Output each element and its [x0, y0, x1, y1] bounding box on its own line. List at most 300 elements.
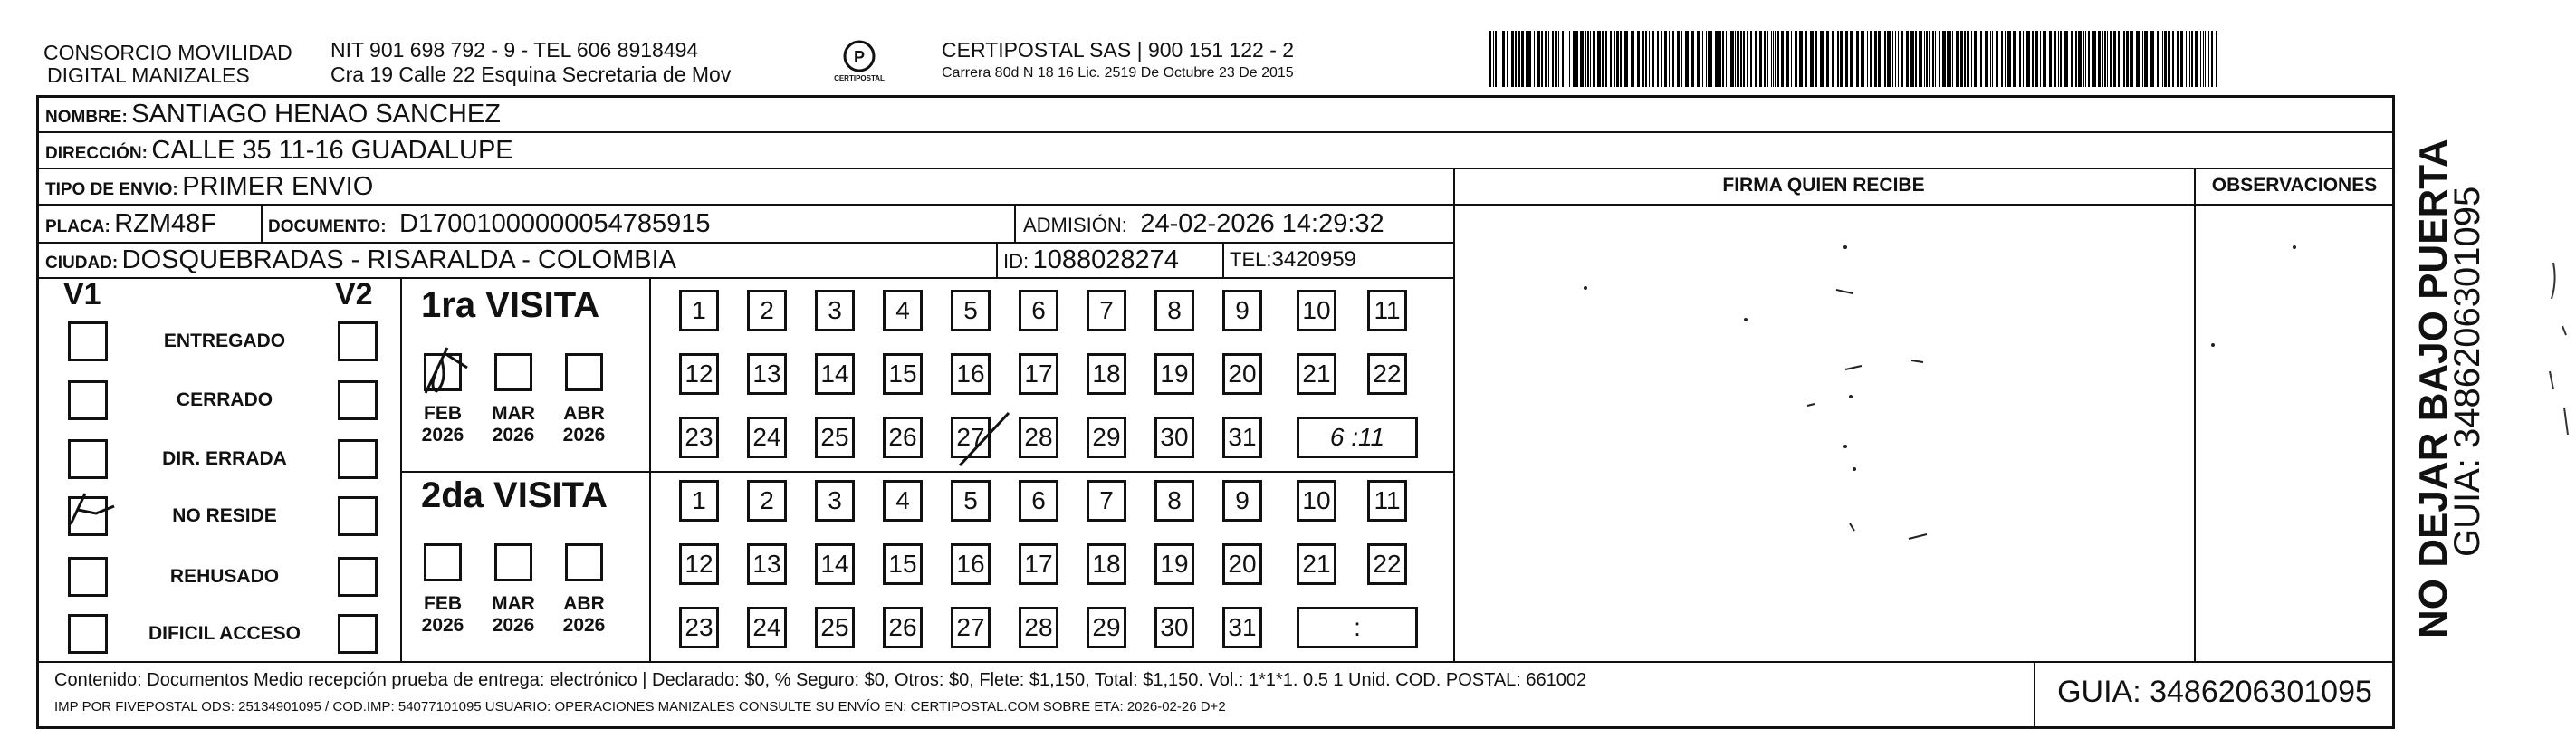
month-year: 2026 — [421, 425, 464, 446]
barcode-bar — [2107, 31, 2108, 87]
barcode-bar — [2049, 31, 2052, 87]
visit-2-day-15[interactable]: 15 — [883, 543, 923, 585]
id-field — [1003, 244, 1179, 281]
barcode-bar — [1810, 31, 1814, 87]
visit-1-day-25[interactable]: 25 — [815, 417, 855, 458]
documento-value: D17001000000054785915 — [399, 209, 711, 238]
tipo-envio-label: TIPO DE ENVIO: — [45, 180, 178, 199]
status-label-dir-errada: DIR. ERRADA — [162, 448, 287, 469]
barcode-bar — [2180, 31, 2183, 87]
visit-1-day-31[interactable]: 31 — [1222, 417, 1262, 458]
admision-label: ADMISIÓN: — [1023, 214, 1127, 236]
visit-1-month-checkbox-mar[interactable] — [494, 353, 532, 391]
barcode-bar — [2162, 31, 2163, 87]
barcode-bar — [2035, 31, 2038, 87]
barcode-bar — [1910, 31, 1914, 87]
visit-2-month-checkbox-mar[interactable] — [494, 543, 532, 581]
month-year: 2026 — [562, 615, 606, 636]
barcode-bar — [1735, 31, 1736, 87]
barcode-bar — [1759, 31, 1762, 87]
visit-2-day-20[interactable]: 20 — [1222, 543, 1262, 585]
barcode-bar — [2172, 31, 2174, 87]
barcode-bar — [2088, 31, 2090, 87]
barcode-bar — [1870, 31, 1872, 87]
barcode-bar — [1840, 31, 1843, 87]
barcode-bar — [1661, 31, 1662, 87]
visit-2-day-18[interactable]: 18 — [1087, 543, 1126, 585]
v1-header: V1 — [63, 277, 101, 312]
barcode-bar — [1832, 31, 1834, 87]
barcode-bar — [2040, 31, 2041, 87]
barcode-bar — [1992, 31, 1993, 87]
barcode-bar — [1791, 31, 1792, 87]
barcode-bar — [1555, 31, 1557, 87]
direccion-label: DIRECCIÓN: — [45, 144, 148, 163]
visit-2-day-8[interactable]: 8 — [1154, 480, 1194, 522]
visit-2-day-1[interactable]: 1 — [679, 480, 719, 522]
visit-1-day-2[interactable]: 2 — [747, 290, 787, 331]
barcode-bar — [2191, 31, 2193, 87]
visit-2-day-30[interactable]: 30 — [1154, 607, 1194, 648]
barcode-bar — [2216, 31, 2217, 87]
visit-1-day-5[interactable]: 5 — [951, 290, 991, 331]
barcode-bar — [1740, 31, 1742, 87]
barcode-bar — [1507, 31, 1508, 87]
company-name-line2: DIGITAL MANIZALES — [47, 63, 250, 87]
visit-1-day-4[interactable]: 4 — [883, 290, 923, 331]
visit-1-day-14[interactable]: 14 — [815, 353, 855, 395]
barcode-bar — [2078, 31, 2082, 87]
status-label-rehusado: REHUSADO — [169, 566, 280, 587]
footer-guia-number: GUIA: 3486206301095 — [2057, 675, 2372, 709]
barcode-bar — [2085, 31, 2086, 87]
barcode-bar — [1672, 31, 1674, 87]
barcode-bar — [2203, 31, 2204, 87]
barcode-bar — [1664, 31, 1667, 87]
barcode-bar — [2104, 31, 2106, 87]
barcode-bar — [1597, 31, 1601, 87]
barcode-bar — [2071, 31, 2073, 87]
ciudad-label: CIUDAD: — [45, 254, 119, 273]
nit-line: NIT 901 698 792 - 9 - TEL 606 8918494 — [330, 38, 699, 62]
barcode-bar — [1590, 31, 1591, 87]
direccion-row — [45, 134, 513, 171]
visit-1-day-21[interactable]: 21 — [1297, 353, 1336, 395]
barcode-bar — [1631, 31, 1634, 87]
visit-1-day-13[interactable]: 13 — [747, 353, 787, 395]
visit-2-day-28[interactable]: 28 — [1019, 607, 1058, 648]
barcode-bar — [1901, 31, 1903, 87]
visit-2-day-9[interactable]: 9 — [1222, 480, 1262, 522]
barcode-bar — [1805, 31, 1807, 87]
status-label-no-reside: NO RESIDE — [172, 505, 277, 526]
barcode-bar — [1614, 31, 1615, 87]
barcode-bar — [1773, 31, 1774, 87]
barcode-bar — [1715, 31, 1719, 87]
scan-edge-marks — [2544, 263, 2571, 462]
barcode-bar — [2060, 31, 2062, 87]
barcode-bar — [1521, 31, 1524, 87]
barcode-bar — [1548, 31, 1549, 87]
barcode-bar — [1850, 31, 1853, 87]
nombre-row — [45, 98, 501, 135]
barcode-bar — [1541, 31, 1543, 87]
tel-label: TEL: — [1230, 248, 1272, 271]
nombre-value: SANTIAGO HENAO SANCHEZ — [131, 100, 501, 129]
barcode-bar — [1518, 31, 1520, 87]
second-visit-title: 2da VISITA — [421, 475, 608, 515]
visit-2-month-label-abr — [552, 593, 616, 637]
barcode-bar — [1878, 31, 1881, 87]
company-name-line1: CONSORCIO MOVILIDAD — [43, 41, 292, 64]
barcode-bar — [1569, 31, 1570, 87]
visit-2-day-6[interactable]: 6 — [1019, 480, 1058, 522]
barcode-bar — [1642, 31, 1644, 87]
visit-1-day-6[interactable]: 6 — [1019, 290, 1058, 331]
barcode-bar — [2189, 31, 2190, 87]
v2-checkbox-no-reside[interactable] — [338, 496, 378, 536]
visit-2-day-29[interactable]: 29 — [1087, 607, 1126, 648]
visit-1-day-12[interactable]: 12 — [679, 353, 719, 395]
signature-area[interactable] — [1456, 206, 2192, 659]
first-visit-time-value: 6 :11 — [1329, 423, 1385, 451]
first-visit-time-box[interactable] — [1297, 417, 1418, 458]
barcode-bar — [2118, 31, 2120, 87]
admision-value: 24-02-2026 14:29:32 — [1140, 209, 1384, 238]
barcode-bar — [1677, 31, 1680, 87]
barcode-bar — [1949, 31, 1951, 87]
visit-2-day-5[interactable]: 5 — [951, 480, 991, 522]
visit-2-day-21[interactable]: 21 — [1297, 543, 1336, 585]
barcode-bar — [1580, 31, 1584, 87]
certipostal-logo — [828, 36, 890, 91]
visit-1-month-label-abr — [552, 403, 616, 446]
v1-checkbox-entregado[interactable] — [68, 321, 108, 361]
barcode-bar — [2054, 31, 2056, 87]
barcode-bar — [1915, 31, 1917, 87]
barcode-bar — [1602, 31, 1604, 87]
day-27-first-visit-slash — [953, 408, 1016, 471]
barcode-bar — [2142, 31, 2143, 87]
barcode-bar — [1681, 31, 1682, 87]
barcode-bar — [1861, 31, 1864, 87]
visit-1-day-1[interactable]: 1 — [679, 290, 719, 331]
visit-2-day-14[interactable]: 14 — [815, 543, 855, 585]
visit-2-day-10[interactable]: 10 — [1297, 480, 1336, 522]
visit-2-day-25[interactable]: 25 — [815, 607, 855, 648]
visit-1-day-18[interactable]: 18 — [1087, 353, 1126, 395]
barcode-bar — [1511, 31, 1514, 87]
barcode-bar — [1990, 31, 1991, 87]
visit-1-day-3[interactable]: 3 — [815, 290, 855, 331]
barcode-bar — [1708, 31, 1709, 87]
barcode-bar — [1545, 31, 1547, 87]
visit-1-day-26[interactable]: 26 — [883, 417, 923, 458]
barcode-bar — [2131, 31, 2133, 87]
barcode-bar — [1964, 31, 1966, 87]
barcode-bar — [1939, 31, 1940, 87]
visit-2-day-19[interactable]: 19 — [1154, 543, 1194, 585]
placa-field — [45, 207, 216, 245]
barcode-bar — [1795, 31, 1797, 87]
visit-2-day-4[interactable]: 4 — [883, 480, 923, 522]
barcode-bar — [1709, 31, 1712, 87]
v2-checkbox-entregado[interactable] — [338, 321, 378, 361]
v2-checkbox-cerrado[interactable] — [338, 380, 378, 420]
barcode-bar — [2098, 31, 2101, 87]
visit-1-day-27[interactable]: 27 — [951, 417, 991, 458]
barcode-bar — [1781, 31, 1784, 87]
carrier-line1: CERTIPOSTAL SAS | 900 151 122 - 2 — [942, 38, 1295, 62]
barcode-bar — [1929, 31, 1930, 87]
barcode-bar — [1906, 31, 1909, 87]
visit-1-day-9[interactable]: 9 — [1222, 290, 1262, 331]
barcode-bar — [1764, 31, 1766, 87]
barcode-bar — [2144, 31, 2148, 87]
tel-field — [1230, 244, 1356, 279]
barcode-bar — [2186, 31, 2187, 87]
visit-1-day-28[interactable]: 28 — [1019, 417, 1058, 458]
barcode-bar — [1637, 31, 1640, 87]
barcode-bar — [1493, 31, 1494, 87]
visit-2-month-checkbox-feb[interactable] — [424, 543, 462, 581]
visit-1-day-17[interactable]: 17 — [1019, 353, 1058, 395]
barcode-bar — [1719, 31, 1721, 87]
barcode-bar — [1926, 31, 1928, 87]
visit-2-day-31[interactable]: 31 — [1222, 607, 1262, 648]
documento-label: DOCUMENTO: — [268, 217, 387, 236]
logo-text: CERTIPOSTAL — [834, 74, 885, 82]
visit-1-day-16[interactable]: 16 — [951, 353, 991, 395]
firma-column-header: FIRMA QUIEN RECIBE — [1722, 175, 1925, 196]
month-year: 2026 — [492, 615, 535, 636]
v2-header: V2 — [335, 277, 373, 312]
barcode-bar — [1743, 31, 1745, 87]
month-year: 2026 — [421, 615, 464, 636]
visit-1-day-24[interactable]: 24 — [747, 417, 787, 458]
visit-1-month-label-feb — [411, 403, 474, 446]
barcode-bar — [2102, 31, 2103, 87]
visit-2-day-12[interactable]: 12 — [679, 543, 719, 585]
visit-1-day-11[interactable]: 11 — [1367, 290, 1407, 331]
visit-2-day-24[interactable]: 24 — [747, 607, 787, 648]
barcode-bar — [1722, 31, 1724, 87]
visit-1-day-8[interactable]: 8 — [1154, 290, 1194, 331]
visit-2-month-label-feb — [411, 593, 474, 637]
barcode-bar — [2064, 31, 2068, 87]
barcode-bar — [1526, 31, 1527, 87]
address-line: Cra 19 Calle 22 Esquina Secretaria de Mov — [330, 62, 732, 86]
visit-2-day-7[interactable]: 7 — [1087, 480, 1126, 522]
visit-2-month-label-mar — [482, 593, 545, 637]
v2-checkbox-rehusado[interactable] — [338, 557, 378, 597]
barcode-bar — [1767, 31, 1768, 87]
tel-value: 3420959 — [1271, 247, 1356, 272]
visit-1-day-22[interactable]: 22 — [1367, 353, 1407, 395]
observaciones-area[interactable] — [2197, 206, 2393, 659]
month-name: ABR — [563, 593, 605, 614]
visit-2-day-3[interactable]: 3 — [815, 480, 855, 522]
barcode-bar — [1815, 31, 1817, 87]
barcode-bar — [2023, 31, 2024, 87]
barcode-bar — [1593, 31, 1595, 87]
barcode-bar — [1562, 31, 1564, 87]
barcode-bar — [1697, 31, 1700, 87]
month-name: MAR — [492, 593, 535, 614]
barcode-bar — [2019, 31, 2021, 87]
barcode-bar — [2043, 31, 2046, 87]
barcode-bar — [1587, 31, 1589, 87]
barcode-bar — [2130, 31, 2131, 87]
barcode-bar — [1685, 31, 1689, 87]
barcode-bar — [2005, 31, 2006, 87]
barcode-bar — [1730, 31, 1734, 87]
observaciones-column-header: OBSERVACIONES — [2211, 175, 2378, 196]
visit-1-day-19[interactable]: 19 — [1154, 353, 1194, 395]
month-name: FEB — [424, 593, 462, 614]
visit-1-day-20[interactable]: 20 — [1222, 353, 1262, 395]
barcode-bar — [1620, 31, 1622, 87]
visit-1-month-checkbox-abr[interactable] — [565, 353, 603, 391]
v1-checkbox-rehusado[interactable] — [68, 557, 108, 597]
barcode-bar — [2136, 31, 2140, 87]
footer-info-line: IMP POR FIVEPOSTAL ODS: 25134901095 / COD.IMP: 54077101095 USUARIO: OPERACIONES MANIZALES CONSULTE SU ENVÍO EN: CERTIPOSTAL.COM SOBRE ETA: 2026-02-26 D+2 — [54, 699, 1226, 714]
first-visit-title: 1ra VISITA — [421, 285, 600, 325]
ciudad-field — [45, 244, 676, 281]
barcode-bar — [2164, 31, 2167, 87]
v1-checkbox-dificil-acceso[interactable] — [68, 614, 108, 654]
visit-2-day-17[interactable]: 17 — [1019, 543, 1058, 585]
barcode-bar — [1755, 31, 1757, 87]
barcode-bar — [1706, 31, 1707, 87]
barcode-bar — [1489, 31, 1491, 87]
barcode-bar — [2168, 31, 2170, 87]
barcode-bar — [2195, 31, 2198, 87]
barcode-bar — [1669, 31, 1670, 87]
barcode-bar — [1495, 31, 1497, 87]
barcode-bar — [1771, 31, 1772, 87]
barcode-bar — [1947, 31, 1949, 87]
second-visit-time-value: : — [1354, 613, 1361, 641]
barcode-bar — [1845, 31, 1848, 87]
second-visit-time-box[interactable] — [1297, 607, 1418, 648]
carrier-line2: Carrera 80d N 18 16 Lic. 2519 De Octubre 23 De 2015 — [942, 65, 1294, 81]
visit-2-day-26[interactable]: 26 — [883, 607, 923, 648]
barcode-bar — [1892, 31, 1893, 87]
visit-2-day-16[interactable]: 16 — [951, 543, 991, 585]
barcode-bar — [1737, 31, 1739, 87]
barcode-bar — [1657, 31, 1659, 87]
barcode-bar — [1691, 31, 1694, 87]
visit-2-day-13[interactable]: 13 — [747, 543, 787, 585]
v2-checkbox-dificil-acceso[interactable] — [338, 614, 378, 654]
barcode-bar — [1616, 31, 1619, 87]
barcode-bar — [2013, 31, 2016, 87]
barcode-bar — [2058, 31, 2059, 87]
visit-1-day-10[interactable]: 10 — [1297, 290, 1336, 331]
barcode-bar — [1750, 31, 1752, 87]
barcode-bar — [2157, 31, 2159, 87]
barcode-bar — [1895, 31, 1896, 87]
barcode-bar — [1996, 31, 1998, 87]
visit-1-day-23[interactable]: 23 — [679, 417, 719, 458]
barcode-bar — [1502, 31, 1505, 87]
visit-2-day-11[interactable]: 11 — [1367, 480, 1407, 522]
barcode-bar — [1726, 31, 1727, 87]
barcode-bar — [2032, 31, 2034, 87]
v1-checkbox-cerrado[interactable] — [68, 380, 108, 420]
barcode-bar — [1799, 31, 1803, 87]
barcode-bar — [2026, 31, 2030, 87]
barcode-bar — [1645, 31, 1647, 87]
feb-first-visit-checkmark — [420, 342, 474, 398]
barcode-bar — [1786, 31, 1789, 87]
barcode-bar — [2001, 31, 2003, 87]
visit-2-day-2[interactable]: 2 — [747, 480, 787, 522]
tracking-barcode — [1489, 31, 2223, 87]
barcode-bar — [2113, 31, 2116, 87]
visit-1-month-label-mar — [482, 403, 545, 446]
barcode-bar — [2208, 31, 2209, 87]
month-name: FEB — [424, 403, 462, 424]
barcode-bar — [1652, 31, 1654, 87]
documento-field — [268, 207, 711, 245]
side-warning-text: NO DEJAR BAJO PUERTA — [2411, 139, 2456, 638]
barcode-bar — [1624, 31, 1628, 87]
barcode-bar — [1985, 31, 1988, 87]
month-year: 2026 — [492, 425, 535, 446]
month-year: 2026 — [562, 425, 606, 446]
barcode-bar — [1856, 31, 1859, 87]
barcode-bar — [1867, 31, 1868, 87]
visit-2-day-27[interactable]: 27 — [951, 607, 991, 648]
barcode-bar — [1558, 31, 1559, 87]
barcode-bar — [1960, 31, 1963, 87]
barcode-bar — [2150, 31, 2154, 87]
visit-1-day-30[interactable]: 30 — [1154, 417, 1194, 458]
placa-label: PLACA: — [45, 217, 110, 236]
barcode-bar — [1980, 31, 1982, 87]
visit-2-day-22[interactable]: 22 — [1367, 543, 1407, 585]
barcode-bar — [1552, 31, 1554, 87]
visit-2-month-checkbox-abr[interactable] — [565, 543, 603, 581]
barcode-bar — [1610, 31, 1612, 87]
month-name: MAR — [492, 403, 535, 424]
visit-2-day-23[interactable]: 23 — [679, 607, 719, 648]
id-value: 1088028274 — [1032, 245, 1179, 274]
status-label-cerrado: CERRADO — [176, 389, 273, 410]
direccion-value: CALLE 35 11-16 GUADALUPE — [151, 136, 513, 165]
barcode-bar — [1932, 31, 1934, 87]
barcode-bar — [2083, 31, 2084, 87]
v2-checkbox-dir-errada[interactable] — [338, 439, 378, 479]
side-guia-text: GUIA: 3486206301095 — [2447, 186, 2487, 557]
barcode-bar — [2205, 31, 2206, 87]
barcode-bar — [1942, 31, 1946, 87]
barcode-bar — [1777, 31, 1779, 87]
visit-1-day-7[interactable]: 7 — [1087, 290, 1126, 331]
placa-value: RZM48F — [114, 209, 217, 238]
month-name: ABR — [563, 403, 605, 424]
visit-1-day-15[interactable]: 15 — [883, 353, 923, 395]
visit-1-day-29[interactable]: 29 — [1087, 417, 1126, 458]
svg-text:P: P — [853, 48, 866, 66]
barcode-bar — [1924, 31, 1925, 87]
barcode-bar — [2092, 31, 2096, 87]
barcode-bar — [1537, 31, 1540, 87]
barcode-bar — [1534, 31, 1535, 87]
v1-checkbox-dir-errada[interactable] — [68, 439, 108, 479]
